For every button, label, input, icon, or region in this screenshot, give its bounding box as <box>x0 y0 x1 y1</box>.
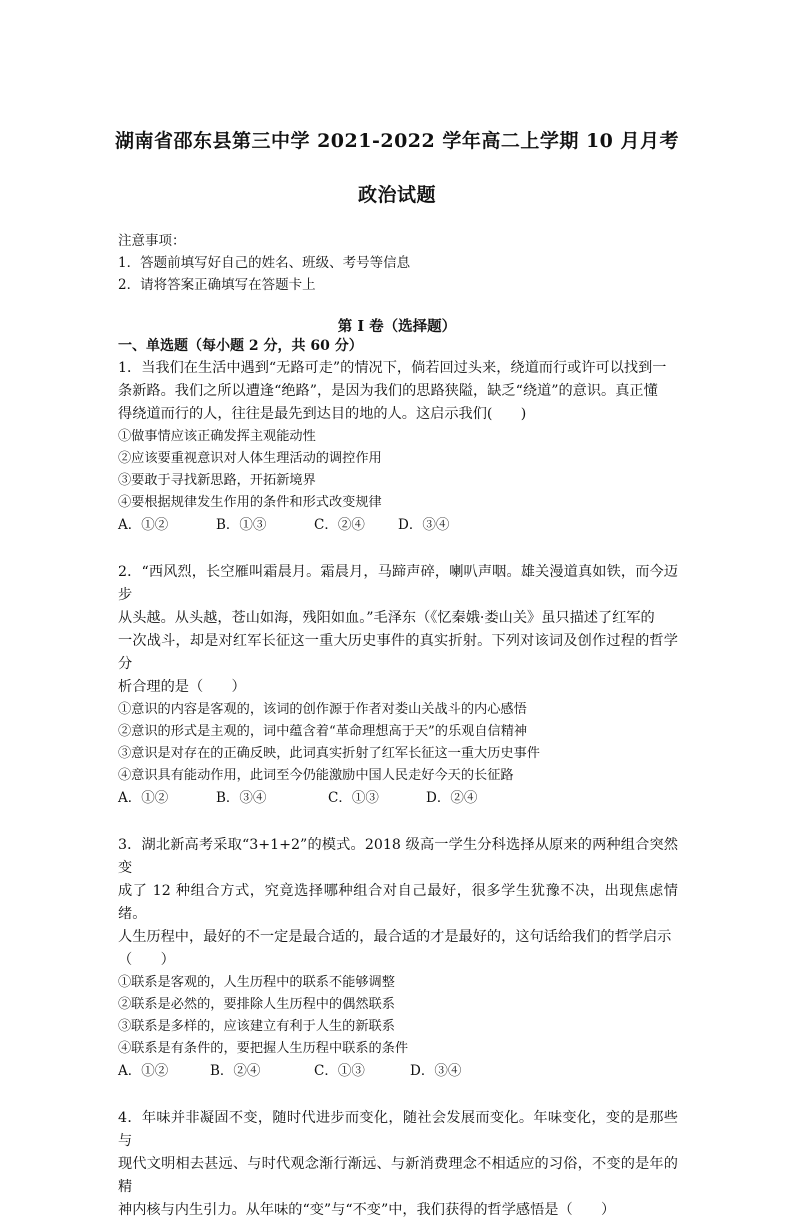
answer-choice-c: C．①③ <box>314 1063 365 1079</box>
question-text-line: 从头越。从头越，苍山如海，残阳如血。”毛泽东（《忆秦娥·娄山关》虽只描述了红军的 <box>118 610 655 626</box>
question-text-line: 条新路。我们之所以遭逢“绝路”，是因为我们的思路狭隘，缺乏“绕道”的意识。真正懂 <box>118 383 658 399</box>
question-statement: ②应该要重视意识对人体生理活动的调控作用 <box>118 451 382 466</box>
question-text-line: 成了 12 种组合方式，究竟选择哪种组合对自己最好，很多学生犹豫不决，出现焦虑情绪。 <box>118 883 678 922</box>
answer-choice-b: B．②④ <box>210 1063 261 1079</box>
answer-choice-c: C．①③ <box>328 790 379 806</box>
question-statement: ②联系是必然的，要排除人生历程中的偶然联系 <box>118 997 395 1012</box>
exam-title: 湖南省邵东县第三中学 2021-2022 学年高二上学期 10 月月考 <box>114 130 680 152</box>
question-2 <box>118 561 678 810</box>
question-3 <box>118 834 678 1083</box>
answer-choice-d: D．③④ <box>398 517 450 533</box>
question-text-line: 人生历程中，最好的不一定是最合适的，最合适的才是最好的，这句话给我们的哲学启示 <box>118 929 672 945</box>
notice-heading: 注意事项： <box>118 233 186 249</box>
notice-item: 1．答题前填写好自己的姓名、班级、考号等信息 <box>118 255 411 271</box>
question-statement: ②意识的形式是主观的，词中蕴含着“革命理想高于天”的乐观自信精神 <box>118 724 528 739</box>
section-title: 第 I 卷（选择题） <box>337 318 457 335</box>
question-text-line: 2．“西风烈，长空雁叫霜晨月。霜晨月，马蹄声碎，喇叭声咽。雄关漫道真如铁，而今迈步 <box>118 564 678 603</box>
question-text-line: （ ） <box>118 952 175 968</box>
part-heading: 一、单选题（每小题 2 分，共 60 分） <box>118 338 363 354</box>
question-statement: ③要敢于寻找新思路，开拓新境界 <box>118 473 316 488</box>
question-1 <box>118 357 678 537</box>
exam-subject-title: 政治试题 <box>357 184 436 206</box>
answer-choices <box>118 787 678 810</box>
notice-block <box>118 230 410 296</box>
question-text-line: 得绕道而行的人，往往是最先到达目的地的人。这启示我们( ) <box>118 406 527 422</box>
answer-choice-a: A．①② <box>118 1063 169 1079</box>
question-statement: ④要根据规律发生作用的条件和形式改变规律 <box>118 495 382 510</box>
question-statement: ④联系是有条件的，要把握人生历程中联系的条件 <box>118 1041 409 1056</box>
answer-choice-b: B．①③ <box>216 517 267 533</box>
answer-choice-d: D．②④ <box>426 790 478 806</box>
answer-choice-a: A．①② <box>118 517 169 533</box>
question-text-line: 1．当我们在生活中遇到“无路可走”的情况下，倘若回过头来，绕道而行或许可以找到一 <box>118 360 667 376</box>
answer-choice-a: A．①② <box>118 790 169 806</box>
notice-item: 2．请将答案正确填写在答题卡上 <box>118 277 316 293</box>
answer-choices <box>118 514 678 537</box>
question-statement: ①联系是客观的，人生历程中的联系不能够调整 <box>118 975 395 990</box>
question-statement: ①做事情应该正确发挥主观能动性 <box>118 429 316 444</box>
answer-choice-d: D．③④ <box>410 1063 462 1079</box>
question-statement: ③意识是对存在的正确反映，此词真实折射了红军长征这一重大历史事件 <box>118 746 540 761</box>
question-statement: ③联系是多样的，应该建立有利于人生的新联系 <box>118 1019 395 1034</box>
answer-choice-c: C．②④ <box>314 517 365 533</box>
answer-choices <box>118 1060 678 1083</box>
question-text-line: 一次战斗，却是对红军长征这一重大历史事件的真实折射。下列对该词及创作过程的哲学分 <box>118 633 678 672</box>
question-text-line: 3．湖北新高考采取“3+1+2”的模式。2018 级高一学生分科选择从原来的两种组合突然变 <box>118 837 678 876</box>
questions-area <box>118 336 678 1222</box>
question-text-line: 析合理的是（ ） <box>118 679 246 695</box>
question-text-line: 4．年味并非凝固不变，随时代进步而变化，随社会发展而变化。年味变化，变的是那些与 <box>118 1110 678 1149</box>
answer-choice-b: B．③④ <box>216 790 267 806</box>
question-text-line: 神内核与内生引力。从年味的“变”与“不变”中，我们获得的哲学感悟是（ ） <box>118 1202 616 1218</box>
question-statement: ①意识的内容是客观的，该词的创作源于作者对娄山关战斗的内心感悟 <box>118 702 527 717</box>
question-4 <box>118 1107 678 1222</box>
question-text-line: 现代文明相去甚远、与时代观念渐行渐远、与新消费理念不相适应的习俗，不变的是年的精 <box>118 1156 678 1195</box>
question-statement: ④意识具有能动作用，此词至今仍能激励中国人民走好今天的长征路 <box>118 768 514 783</box>
